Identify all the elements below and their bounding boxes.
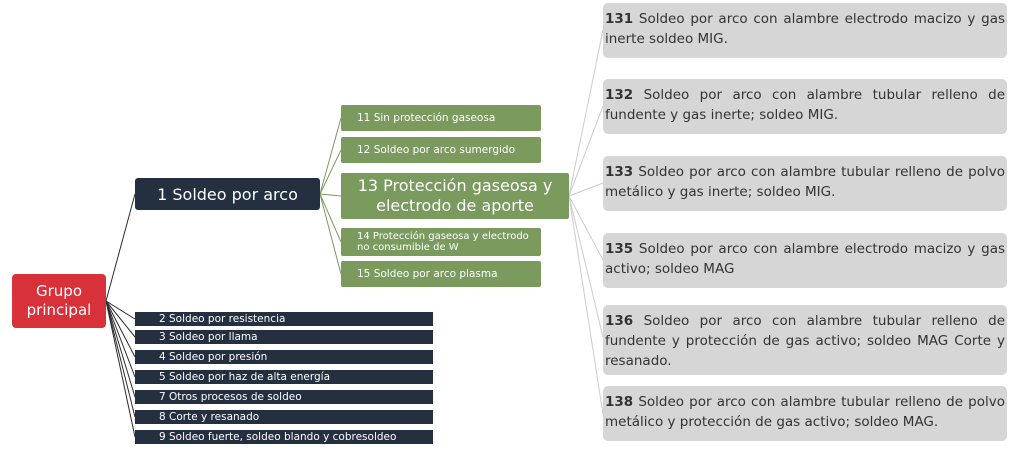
process-code: 138: [605, 394, 634, 410]
process-132: [603, 79, 1007, 134]
process-code: 135: [605, 241, 634, 257]
process-code: 136: [605, 313, 634, 329]
subgroup-14: 14 Protección gaseosa y electrodo no consumible de W: [341, 228, 541, 256]
process-code: 131: [605, 11, 634, 27]
process-code: 133: [605, 164, 634, 180]
subgroup-12: 12 Soldeo por arco sumergido: [341, 137, 541, 163]
subgroup-11: 11 Sin protección gaseosa: [341, 105, 541, 131]
process-code: 132: [605, 87, 634, 103]
process-text: Soldeo por arco con alambre tubular relleno de polvo metálico y gas inerte; soldeo MIG.: [605, 164, 1005, 200]
process-text: Soldeo por arco con alambre tubular relleno de polvo metálico y protección de gas activo; soldeo MAG.: [605, 394, 1005, 430]
group-item-2: 2 Soldeo por resistencia: [135, 312, 433, 326]
group-item-8: 8 Corte y resanado: [135, 410, 433, 424]
process-133: [603, 156, 1007, 211]
subgroup-15: 15 Soldeo por arco plasma: [341, 261, 541, 287]
process-text: Soldeo por arco con alambre electrodo macizo y gas activo; soldeo MAG: [605, 241, 1005, 277]
subgroup-connectors: [569, 30, 603, 414]
process-136: [603, 305, 1007, 375]
process-138: [603, 386, 1007, 441]
group-item-5: 5 Soldeo por haz de alta energía: [135, 370, 433, 384]
root-connectors: [106, 194, 135, 437]
main-group-connectors: [320, 118, 341, 274]
group-item-3: 3 Soldeo por llama: [135, 330, 433, 344]
subgroup-13: 13 Protección gaseosa y electrodo de aporte: [341, 173, 569, 219]
root-node-grupo-principal: Grupo principal: [12, 274, 106, 328]
group-item-4: 4 Soldeo por presión: [135, 350, 433, 364]
process-text: Soldeo por arco con alambre tubular relleno de fundente y gas inerte; soldeo MIG.: [605, 87, 1005, 123]
group-item-7: 7 Otros procesos de soldeo: [135, 390, 433, 404]
process-text: Soldeo por arco con alambre electrodo macizo y gas inerte soldeo MIG.: [605, 11, 1005, 47]
process-text: Soldeo por arco con alambre tubular relleno de fundente y protección de gas activo; soldeo MAG Corte y resanado.: [605, 313, 1005, 369]
process-131: [603, 3, 1007, 58]
group-item-9: 9 Soldeo fuerte, soldeo blando y cobresoldeo: [135, 430, 433, 444]
process-135: [603, 233, 1007, 288]
main-group-soldeo-por-arco: 1 Soldeo por arco: [135, 178, 320, 210]
